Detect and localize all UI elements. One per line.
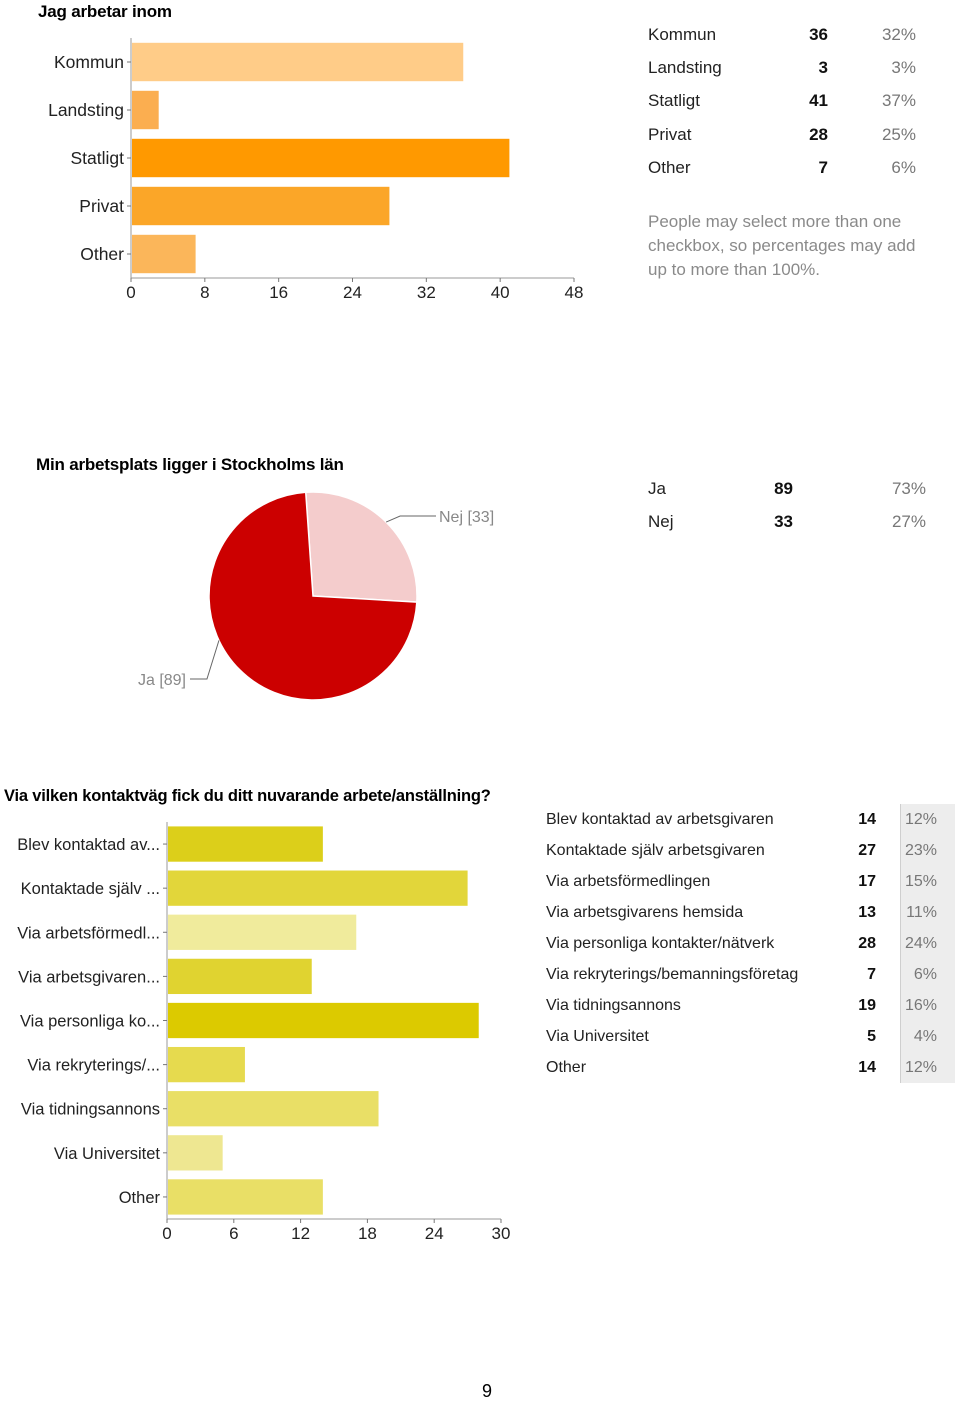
stats-row [648, 118, 916, 151]
pie-label-nej: Nej [33] [439, 509, 495, 526]
stats-count: 7 [867, 965, 876, 983]
chart3-stats-table [546, 804, 955, 1083]
x-tick-label-6: 40 [490, 283, 510, 302]
x-tick-label-1: 0 [162, 1224, 172, 1243]
stats-percent: 23% [901, 835, 956, 866]
stats-label: Other [546, 1058, 587, 1076]
stats-row [546, 835, 955, 866]
x-tick-label-7: 48 [564, 283, 584, 302]
bar-9 [168, 1179, 323, 1214]
stats-percent: 15% [901, 866, 956, 897]
stats-count: 3 [818, 58, 828, 78]
bar-1 [168, 826, 323, 861]
stats-label: Via tidningsannons [546, 996, 681, 1014]
pie-leader-ja [190, 640, 219, 679]
x-tick-label-4: 18 [357, 1224, 377, 1243]
bar-8 [168, 1135, 223, 1170]
category-label-2: Kontaktade själv ... [20, 880, 160, 899]
stats-count: 41 [809, 91, 828, 111]
stats-row [546, 804, 955, 835]
stats-count: 14 [858, 810, 876, 828]
category-label-3: Statligt [70, 148, 124, 168]
stats-percent: 73% [891, 478, 926, 498]
stats-label: Kontaktade själv arbetsgivaren [546, 841, 765, 859]
chart1-stats-table [648, 18, 916, 185]
chart2-title: Min arbetsplats ligger i Stockholms län [36, 455, 344, 474]
chart3-title: Via vilken kontaktväg fick du ditt nuvarande arbete/anställning? [4, 787, 491, 805]
pie-label-ja: Ja [89] [137, 672, 186, 689]
chart1-note: People may select more than one checkbox, so percentages may add up to more than 100%. [648, 212, 916, 279]
stats-percent: 3% [891, 58, 916, 78]
stats-percent: 24% [901, 928, 956, 959]
stats-row [546, 928, 955, 959]
stats-label: Privat [648, 124, 692, 144]
category-label-4: Via arbetsgivaren... [18, 968, 160, 987]
stats-percent: 4% [901, 1021, 956, 1052]
category-label-4: Privat [79, 196, 124, 216]
category-label-8: Via Universitet [53, 1144, 160, 1163]
stats-percent: 12% [901, 804, 956, 835]
stats-row [546, 1052, 955, 1083]
stats-count: 19 [858, 996, 876, 1014]
category-label-1: Blev kontaktad av... [17, 836, 160, 855]
stats-percent: 6% [901, 959, 956, 990]
category-label-1: Kommun [53, 52, 124, 72]
chart1-title: Jag arbetar inom [38, 2, 172, 21]
stats-label: Blev kontaktad av arbetsgivaren [546, 810, 774, 828]
x-tick-label-2: 6 [229, 1224, 239, 1243]
chart2-stats-table [648, 472, 926, 539]
bar-5 [132, 235, 196, 273]
stats-percent: 25% [881, 124, 916, 144]
stats-row [648, 152, 916, 185]
bar-3 [132, 139, 509, 177]
stats-label: Nej [648, 512, 674, 532]
page-number: 9 [482, 1381, 493, 1401]
stats-count: 5 [867, 1027, 876, 1045]
x-tick-label-2: 8 [200, 283, 210, 302]
category-label-9: Other [118, 1188, 160, 1207]
category-label-3: Via arbetsförmedl... [17, 924, 160, 943]
stats-row [546, 959, 955, 990]
category-label-7: Via tidningsannons [20, 1100, 160, 1119]
stats-percent: 16% [901, 990, 956, 1021]
stats-row [648, 51, 916, 84]
stats-count: 33 [774, 512, 793, 532]
chart3-bar-chart [0, 800, 540, 1260]
stats-label: Statligt [648, 91, 700, 111]
stats-label: Kommun [648, 24, 717, 44]
stats-label: Via Universitet [546, 1027, 649, 1045]
stats-row [648, 472, 926, 505]
pie-leader-nej [386, 516, 436, 522]
stats-row [648, 18, 916, 51]
stats-percent: 12% [901, 1052, 956, 1083]
stats-row [546, 990, 955, 1021]
chart2-pie-chart [0, 460, 600, 720]
chart1-bar-chart [0, 0, 600, 320]
pie-slice-nej [306, 492, 417, 602]
stats-label: Via rekryterings/bemanningsföretag [546, 965, 799, 983]
category-label-5: Other [80, 244, 124, 264]
x-tick-label-5: 32 [416, 283, 436, 302]
stats-label: Via arbetsförmedlingen [546, 872, 711, 890]
stats-row [648, 85, 916, 118]
stats-count: 36 [809, 24, 828, 44]
x-tick-label-1: 0 [126, 283, 136, 302]
stats-row [546, 866, 955, 897]
category-label-5: Via personliga ko... [19, 1012, 160, 1031]
x-tick-label-4: 24 [343, 283, 362, 302]
stats-count: 17 [858, 872, 876, 890]
bar-6 [168, 1047, 245, 1082]
bar-5 [168, 1003, 479, 1038]
bar-7 [168, 1091, 379, 1126]
stats-percent: 11% [901, 897, 956, 928]
stats-row [546, 1021, 955, 1052]
stats-percent: 32% [881, 24, 916, 44]
bar-2 [132, 91, 159, 129]
stats-label: Via personliga kontakter/nätverk [546, 934, 775, 952]
stats-row [546, 897, 955, 928]
stats-percent: 37% [881, 91, 916, 111]
stats-count: 7 [818, 158, 828, 178]
stats-row [648, 505, 926, 538]
x-tick-label-3: 16 [269, 283, 289, 302]
stats-label: Via arbetsgivarens hemsida [546, 903, 744, 921]
stats-count: 28 [858, 934, 876, 952]
bar-4 [132, 187, 389, 225]
bar-4 [168, 959, 312, 994]
x-tick-label-6: 30 [491, 1224, 511, 1243]
bar-3 [168, 915, 356, 950]
category-label-2: Landsting [48, 100, 124, 120]
stats-count: 27 [858, 841, 876, 859]
stats-label: Other [648, 158, 691, 178]
bar-1 [132, 43, 463, 81]
stats-count: 13 [858, 903, 876, 921]
stats-count: 14 [858, 1058, 876, 1076]
stats-count: 28 [809, 124, 828, 144]
stats-label: Ja [648, 478, 666, 498]
x-tick-label-3: 12 [291, 1224, 311, 1243]
stats-count: 89 [774, 478, 793, 498]
x-tick-label-5: 24 [424, 1224, 444, 1243]
stats-percent: 6% [891, 158, 916, 178]
bar-2 [168, 871, 468, 906]
stats-label: Landsting [648, 58, 722, 78]
stats-percent: 27% [891, 512, 926, 532]
category-label-6: Via rekryterings/... [27, 1056, 160, 1075]
